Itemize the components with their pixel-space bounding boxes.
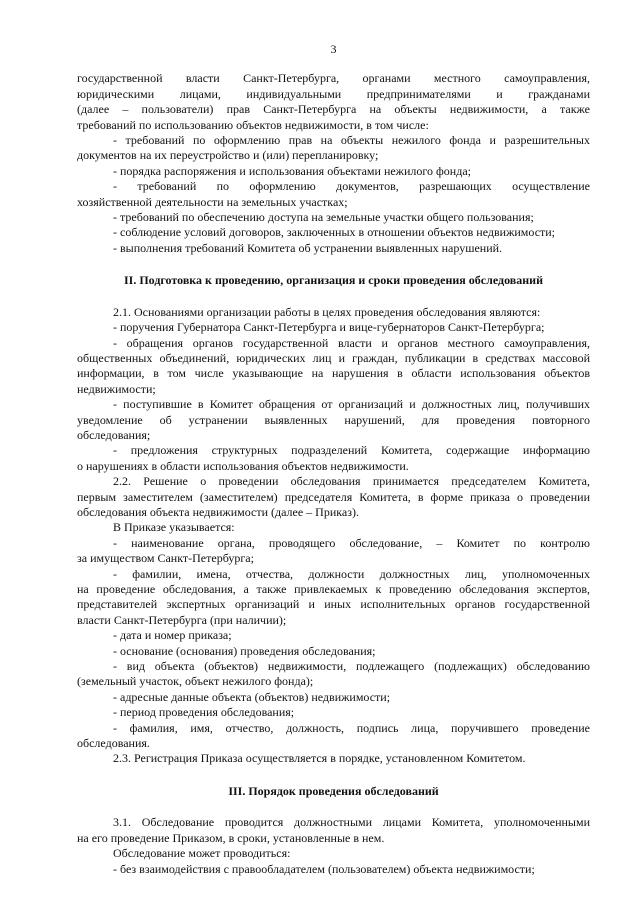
list-item — [77, 179, 590, 210]
list-item-line: информации, в том числе указывающие на нарушения в области использования объектов — [77, 366, 590, 381]
list-item-line: - соблюдение условий договоров, заключенных в отношении объектов недвижимости; — [113, 225, 556, 240]
list-item-line: - поручения Губернатора Санкт-Петербурга и вице-губернаторов Санкт-Петербурга; — [113, 320, 545, 335]
list-item-line: - фамилии, имена, отчества, должности должностных лиц, уполномоченных — [113, 566, 590, 581]
paragraph-line: на его проведение Приказом, в сроки, установленные в нем. — [77, 830, 385, 845]
list-item-line: о нарушениях в области использования объектов недвижимости. — [77, 458, 409, 473]
paragraph-2-3: 2.3. Регистрация Приказа осуществляется в порядке, установленном Комитетом. — [113, 751, 526, 766]
list-item — [77, 659, 590, 690]
list-item — [77, 210, 590, 225]
paragraph-line: первым заместителем (заместителем) председателя Комитета, в форме приказа о проведении — [77, 489, 590, 504]
list-item-line: - поступившие в Комитет обращения от организаций и должностных лиц, получивших — [113, 397, 590, 412]
paragraph-2-1: 2.1. Основаниями организации работы в целях проведения обследования являются: — [113, 304, 541, 319]
list-item — [77, 336, 590, 398]
list-item-line: - дата и номер приказа; — [113, 628, 232, 643]
list-item-line: документов на их переустройство и (или) перепланировку; — [77, 148, 379, 163]
list-item-line: - требований по обеспечению доступа на земельные участки общего пользования; — [113, 210, 534, 225]
list-item-line: хозяйственной деятельности на земельных участках; — [77, 194, 348, 209]
list-item — [77, 133, 590, 164]
intro-line: государственной власти Санкт-Петербурга, органами местного самоуправления, — [77, 71, 590, 86]
list-item-line: - наименование органа, проводящего обследование, – Комитет по контролю — [113, 535, 590, 550]
list-item — [77, 644, 590, 659]
list-item-line: недвижимости; — [77, 381, 156, 396]
list-item-line: представителей экспертных организаций и иных исполнительных органов государственной — [77, 597, 590, 612]
list-item — [77, 225, 590, 240]
intro-list — [77, 133, 590, 256]
order-intro: В Приказе указывается: — [113, 520, 235, 535]
list-item — [77, 628, 590, 643]
list-item-line: за имуществом Санкт-Петербурга; — [77, 551, 254, 566]
intro-line: юридическими лицами, индивидуальными предпринимателями и гражданами — [77, 86, 590, 101]
list-item-line: - порядка распоряжения и использования объектами нежилого фонда; — [113, 163, 471, 178]
list-item — [77, 443, 590, 474]
list-item — [77, 397, 590, 443]
list-item — [77, 320, 590, 335]
list-item — [77, 862, 590, 877]
list-item-line: - предложения структурных подразделений Комитета, содержащие информацию — [113, 443, 590, 458]
intro-line: требований по использованию объектов недвижимости, в том числе: — [77, 117, 429, 132]
list-item — [77, 164, 590, 179]
list-item — [77, 536, 590, 567]
section-2-heading: II. Подготовка к проведению, организация и сроки проведения обследований — [124, 273, 543, 288]
list-item-line: - основание (основания) проведения обследования; — [113, 643, 376, 658]
section-3-heading: III. Порядок проведения обследований — [228, 783, 439, 798]
list-item — [77, 690, 590, 705]
list-item — [77, 567, 590, 629]
list-item-line: обследования. — [77, 736, 150, 751]
list-item-line: - без взаимодействия с правообладателем (пользователем) объекта недвижимости; — [113, 861, 535, 876]
may-intro: Обследование может проводиться: — [113, 846, 291, 861]
intro-paragraph — [77, 71, 590, 133]
paragraph-2-1-list — [77, 320, 590, 474]
list-item — [77, 721, 590, 752]
list-item-line: обследования; — [77, 427, 151, 442]
intro-line: (далее – пользователи) прав Санкт-Петербурга на объекты недвижимости, а также — [77, 102, 590, 117]
paragraph-line: 3.1. Обследование проводится должностными лицами Комитета, уполномоченными — [113, 815, 590, 830]
list-item-line: - вид объекта (объектов) недвижимости, подлежащего (подлежащих) обследованию — [113, 659, 590, 674]
page-number: 3 — [330, 42, 337, 56]
list-item-line: - обращения органов государственной власти и органов местного самоуправления, — [113, 335, 590, 350]
paragraph-line: 2.2. Решение о проведении обследования принимается председателем Комитета, — [113, 474, 590, 489]
list-item-line: - требований по оформлению прав на объекты нежилого фонда и разрешительных — [113, 133, 590, 148]
list-item-line: - период проведения обследования; — [113, 705, 295, 720]
list-item — [77, 705, 590, 720]
paragraph-2-2 — [77, 474, 590, 520]
list-item-line: власти Санкт-Петербурга (при наличии); — [77, 612, 287, 627]
paragraph-3-1 — [77, 815, 590, 846]
list-item-line: - выполнения требований Комитета об устранении выявленных нарушений. — [113, 240, 503, 255]
may-list — [77, 862, 590, 877]
list-item — [77, 241, 590, 256]
list-item-line: - требований по оформлению документов, разрешающих осуществление — [113, 179, 590, 194]
paragraph-line: обследования объекта недвижимости (далее – Приказ). — [77, 504, 359, 519]
list-item-line: на проведение обследования, а также привлекаемых к проведению обследования экспертов, — [77, 582, 590, 596]
list-item-line: уведомление об устранении выявленных нарушений, для проведения повторного — [77, 412, 590, 427]
list-item-line: общественных объединений, юридических лиц и граждан, публикации в средствах массовой — [77, 350, 590, 365]
list-item-line: - фамилия, имя, отчество, должность, подпись лица, поручившего проведение — [113, 720, 590, 735]
list-item-line: - адресные данные объекта (объектов) недвижимости; — [113, 689, 391, 704]
list-item-line: (земельный участок, объект нежилого фонда); — [77, 674, 314, 689]
order-list — [77, 536, 590, 752]
